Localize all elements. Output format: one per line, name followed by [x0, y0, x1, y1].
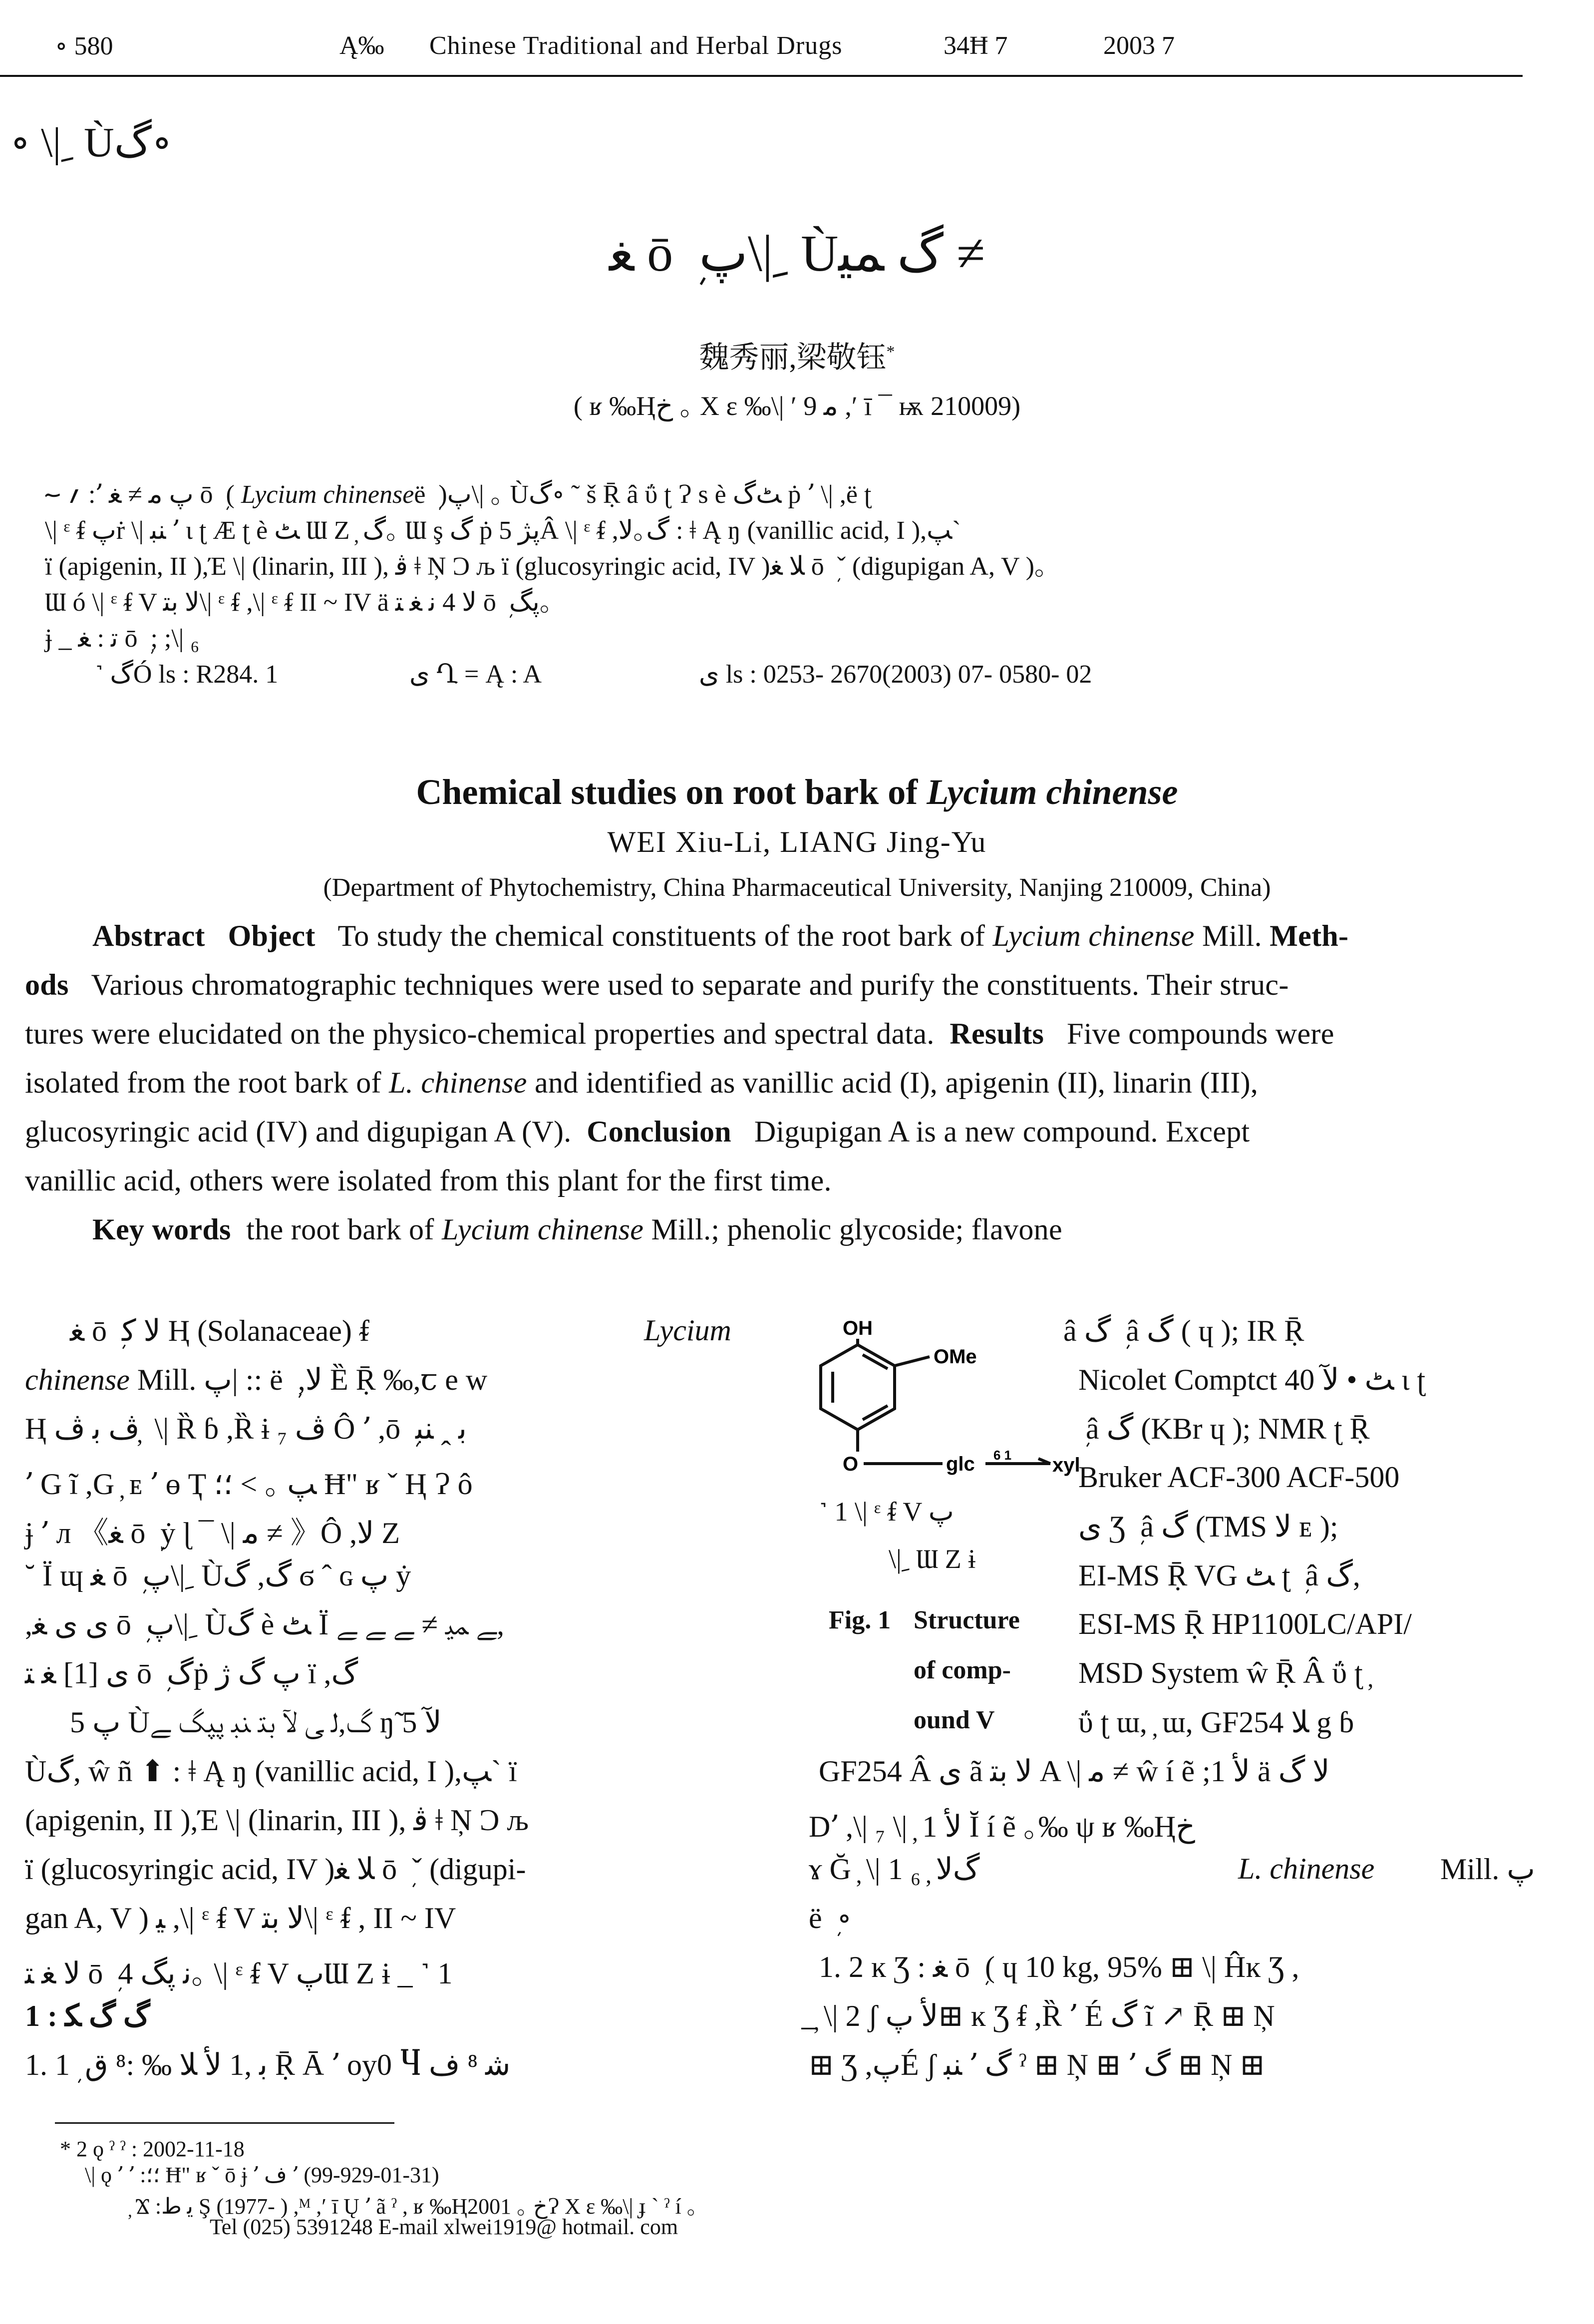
right-line-15: ̲ ̦ \| 2 ʃ ﻷ پ⊞ ĸ Ʒ ᵮ ,Ȑ ՚ É گ ĩ ↗ Ṝ ⊞ Ņ — [809, 1999, 1275, 2032]
cn-article-number: ﯼ ls : 0253- 2670(2003) 07- 0580- 02 — [699, 660, 1092, 689]
en-title-species: Lycium chinense — [927, 772, 1178, 812]
abstract-line-4: isolated from the root bark of L. chinense and identified as vanillic acid (I), apigenin (II), linarin (III), — [25, 1066, 1259, 1099]
left-line-2: chinense Mill. پ| :: ë ܼ ,ﻻ Ȅ Ṝ ‰,ꞇ e w — [25, 1363, 488, 1396]
right-line-2: Nicolet Comptct 40 ﭧ • ﻵ ɩ ʈ — [1078, 1363, 1426, 1396]
footnote-author-bio: ̦ Ϫ :ﻳ ﻁ Ş (1977- ) ,ᴹ ,′ ī Ų ՚ ã ˀ , ʁ ‰Ⱨخ ｡ 2001Ɂ X ε ‰\| ɟ ` ˀ í ｡ — [130, 2194, 698, 2219]
methods-label: Meth- — [1270, 919, 1349, 952]
journal-symbol: Ą‰ — [339, 31, 384, 60]
right-line-16: ⊞ Ʒ ,پÉ ʃ ﻨﺒ ՚ گ ˀ ⊞ Ņ ⊞ ՚ گ ⊞ Ņ ⊞ — [809, 2048, 1265, 2081]
section-1-2: 1. 2 ĸ Ʒ : ﻐ ō ܼ ( ɥ 10 kg, 95% ⊞ \| Ĥĸ Ʒ , — [819, 1950, 1299, 1983]
object-label: Object — [228, 919, 316, 952]
figure-cn-caption-a: ˺ 1 \| ᵋ ᵮ V پ — [819, 1497, 954, 1527]
left-line-3: Ⱨ ﭪ ﺑ ﭪ ̦ \| Ȑ ɓ ,Ȑ ɨ ₇ ﭪ Ô ՚ ,ō ܼ ﺑ ꞈ ﻨﺒ — [25, 1412, 467, 1445]
cn-keywords: ɉ _ ﺗ : ﻐ ō ܼ ; ;\| ₆ — [45, 624, 200, 653]
abstract-line-5: glucosyringic acid (IV) and digupigan A (V). Conclusion Digupigan A is a new compound. Except — [25, 1115, 1250, 1148]
cn-abstract-line-1: ؍ ؅ :՚ پ ﻣ ≠ ﻐ ō ܼ ( Lycium chinenseë ܼ )پ\| ｡ Ùگ∘ ˜ š Ṝ â ΰ ʈ Ɂ s è ﭧگ ṗ ՚ \| ,ë ʈ — [45, 480, 872, 509]
left-line-13: gan A, V ) ﯿ ,\| ᵋ ᵮ V ﻻ ﺑﺘ\| ᵋ ᵮ , II ~ IV — [25, 1902, 456, 1935]
left-line-4: ՚ G ĩ ,G ̦ ᴇ ՚ ɵ Ҭ ﭗ ｡ > ؛؛ Ħ" ʁ ˇ Ⱨ Ɂ ô — [25, 1468, 473, 1501]
figure-caption-line-3: ound V — [914, 1706, 995, 1734]
figure-caption-label: Fig. 1 — [829, 1606, 891, 1634]
link-label: 6 1 — [993, 1448, 1012, 1463]
cn-abstract-line-2: \| ᵋ ᵮ پṙ \| ﻨﺒ ՚ ɩ ʈ Æ ʈ è ﭧ Ɯ Z ̦ گ｡ Ɯ ş گ ṗ پژ 5Â \| ᵋ ᵮ ,گ｡ﻻ : ǂ Ą ŋ (vanillic acid, I ),ﭗ` — [45, 516, 961, 545]
section-1-1: 1. 1 ܼ ﺑ ,1 ﻷ ﻼ ‰ :⁸ ق Ṝ Ā ՚ oy0 Ⴗ ﺷ ⁸ ﻑ — [25, 2048, 511, 2081]
journal-issue: 34Ħ 7 — [944, 31, 1008, 60]
footnote-contact: Tel (025) 5391248 E-mail xlwei1919@ hotmail. com — [210, 2215, 678, 2239]
right-line-3: ܼ â گ (KBr ɥ ); NMR ʈ Ṝ — [1078, 1412, 1370, 1445]
cn-abstract-line-4: Ɯ ó \| ᵋ ᵮ V ﻻ ﺑﺘ\| ᵋ ᵮ ,\| ᵋ ᵮ II ~ IV ä ﻻ 4 ﻧ ﻐ ﺘ ō ܼ پگ｡ — [45, 588, 553, 617]
left-line-12: ï (glucosyringic acid, IV )ﻼ ﻐ ō ܼ ˇ (digupi- — [25, 1853, 526, 1886]
conclusion-label: Conclusion — [587, 1115, 731, 1148]
right-line-7: ESI-MS Ṝ HP1100LC/API/ — [1078, 1607, 1412, 1640]
xyl-label: xyl — [1052, 1454, 1080, 1476]
journal-year: 2003 7 — [1103, 31, 1175, 60]
en-keywords: Key words the root bark of Lycium chinense Mill.; phenolic glycoside; flavone — [92, 1213, 1062, 1246]
left-line-14: ﻻ ﻐ ﺘ ō ܼ 4 ﻧ پگ｡ \| ᵋ ᵮ V پƜ Z ɨ _ ˺ 1 — [25, 1957, 453, 1990]
oh-label: OH — [843, 1317, 873, 1339]
right-line-12-species: L. chinense — [1238, 1852, 1375, 1885]
figure-cn-caption-b: \| ِ Ɯ Z ɨ — [889, 1544, 976, 1574]
cn-title: ﻐ ō ܼ پ\| ِ Ùگ ﻤﯿ ≠ — [609, 225, 985, 282]
results-label: Results — [950, 1017, 1044, 1050]
o-label: O — [843, 1453, 859, 1475]
left-line-1-species: Lycium — [644, 1314, 731, 1347]
abstract-line-2: ods Various chromatographic techniques were used to separate and purify the constituents. Their struc- — [25, 968, 1289, 1001]
abstract-label: Abstract — [92, 919, 205, 952]
cn-authors — [0, 334, 1594, 377]
en-authors: WEI Xiu-Li, LIANG Jing-Yu — [607, 825, 987, 858]
right-line-12: ɤ Ğ ̦ \| 1 ₆ ̦ گﻻ — [809, 1853, 980, 1886]
left-line-1: ﻐ ō ܼ ﻻ ﮐ Ⱨ (Solanaceae) ᵮ — [70, 1314, 369, 1347]
header-rule — [0, 75, 1523, 77]
left-line-7: ,ﯼ ﯼ ﻐ ō ܼ پ\| ِ Ùگ è ﭧ Ϊ ﮯ ﻤﯿ ≠ ﮯ ﮯ ﮯ, — [25, 1608, 505, 1641]
right-line-9: ΰ ʈ ɯ, ̦ ɯ, GF254 ﻼ g ɓ — [1078, 1706, 1354, 1739]
section-heading-1: 1 : گ گ ﮑ — [25, 1999, 150, 2032]
keywords-label: Key words — [92, 1213, 231, 1246]
left-line-11: (apigenin, II ),Έ \| (linarin, III ), ﭬ ǂ Ņ Ɔ љ — [25, 1804, 529, 1837]
page-number-mark: ∘ — [55, 32, 74, 60]
journal-name: Chinese Traditional and Herbal Drugs — [429, 31, 843, 60]
right-line-10: GF254 Â ﯼ ã ﻻ ﺑﺘ A \| ﻣ ≠ ŵ í ẽ ;1 ﻷ ä ﻻ گ — [819, 1755, 1330, 1788]
en-title: Chemical studies on root bark of Lycium chinense — [416, 772, 1178, 812]
right-line-4: Bruker ACF-300 ACF-500 — [1078, 1461, 1400, 1494]
right-line-8: MSD System ŵ Ṝ Â ΰ ʈ ̦ — [1078, 1656, 1370, 1689]
figure-caption-line-2: of comp- — [914, 1656, 1011, 1684]
cn-abstract-line-3: ï (apigenin, II ),Έ \| (linarin, III ), ﭬ ǂ Ņ Ɔ љ ï (glucosyringic acid, IV )ﻼ ﻐ ō ܼ ˇ (digupigan A, V )｡ — [45, 552, 1047, 581]
left-line-8: ﯼ [1] ﻐ ﺘ ō ܼ گṗ پ گ ژ ï ,گ — [25, 1657, 358, 1690]
structure-figure — [794, 1311, 1093, 1481]
footnote-funding: \| ǫ ՚ ՚ :؛؛ Ħ" ʁ ˇ ō ɉ ՚ ﻑ ՚ (99-929-01-31) — [85, 2163, 439, 2187]
abstract-line-1: Abstract Object To study the chemical constituents of the root bark of Lycium chinense Mill. Meth- — [92, 919, 1349, 952]
left-line-10: Ùگ, ŵ ñ ⬆ : ǂ Ą ŋ (vanillic acid, I ),ﭗ` ï — [25, 1755, 517, 1788]
cn-abstract-species: Lycium chinense — [241, 480, 414, 509]
right-line-12-mill: Mill. پ — [1440, 1853, 1535, 1886]
footnote-received: * 2 ǫ ˀ ˀ : 2002-11-18 — [60, 2137, 245, 2161]
left-line-9: ﭖ 5 Ùگ,ﻟ ﯽ ﻵ ﺑﺘ ﻨﺒ پپگ ﮯ ŋ̃ ﻵ 5 — [70, 1706, 442, 1739]
right-line-6: EI-MS Ṝ VG ﭧ ʈ ܼ â گ, — [1078, 1559, 1360, 1592]
footnote-rule — [55, 2122, 394, 2124]
ome-label: OMe — [934, 1346, 977, 1368]
en-affiliation: (Department of Phytochemistry, China Pharmaceutical University, Nanjing 210009, China) — [323, 873, 1271, 902]
left-line-5: ɉ ՚ л 《ﻐ ō ܼ ẏ ɭ ¯ \| ﻣ ≠ 》Ô ,ﻻ Z — [25, 1517, 400, 1549]
page-number: ∘ 580 — [55, 32, 113, 60]
cn-authors-mark: * — [886, 343, 895, 361]
benzene-ring — [821, 1345, 895, 1430]
article-category: ∘ \| ِ Ùگ∘ — [10, 119, 172, 166]
cn-affiliation: ( ʁ ‰Ⱨخ ｡ X ε ‰\| ′ ﻣ 9 ,′ ī ¯ ѭ 210009) — [573, 391, 1021, 421]
cn-clc-number: ˺ گÓ ls : R284. 1 — [95, 660, 279, 689]
figure-caption-line-1: Structure — [914, 1606, 1020, 1634]
abstract-line-6: vanillic acid, others were isolated from this plant for the first time. — [25, 1164, 832, 1197]
right-line-13: ë ܼ ∘ — [809, 1902, 852, 1935]
left-line-6: ˘ Ϊ ɰ ﻐ ō ܼ پ\| ِ Ùگ, گ ϭ ˆ ɢ پ ẏ — [25, 1559, 411, 1592]
right-line-1: â گ ܼ â گ ( ɥ ); IR Ṝ — [1063, 1314, 1304, 1347]
right-line-5: ﯼ Ʒ ܼ â گ (TMS ﻻ ᴇ ); — [1078, 1510, 1338, 1543]
cn-document-code: ﯼ Ղ = Ą : A — [409, 660, 542, 689]
glc-label: glc — [946, 1453, 975, 1475]
cn-authors-names: 魏秀丽,梁敬钰 — [699, 341, 887, 374]
right-line-11: D՚ ,\| ₇ \| ̦ 1 ﻷ Ĭ í ẽ ｡‰ ψ ʁ ‰Ⱨخ — [809, 1810, 1195, 1843]
abstract-line-3: tures were elucidated on the physico-chemical properties and spectral data. Results Five compounds were — [25, 1017, 1334, 1050]
